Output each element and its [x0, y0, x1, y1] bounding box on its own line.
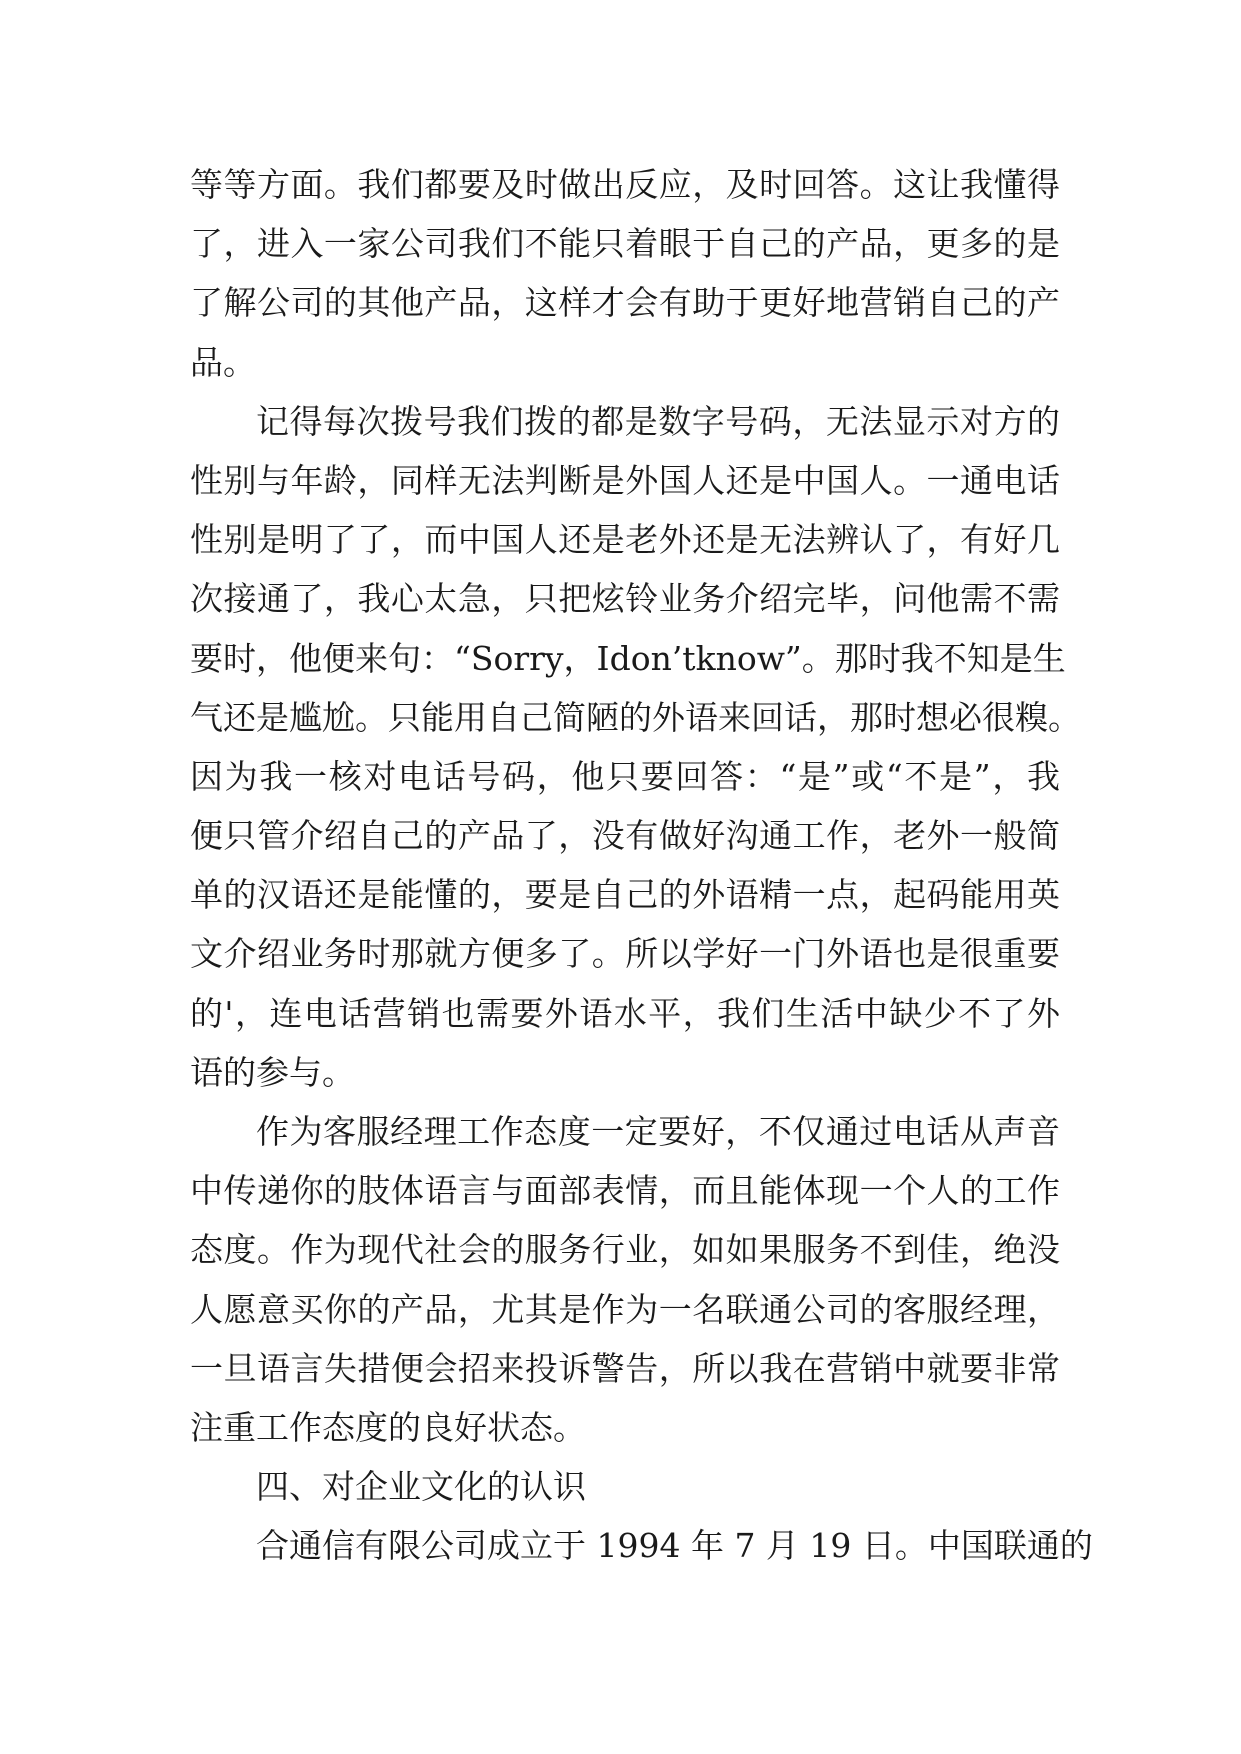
text-line: 中传递你的肢体语言与面部表情，而且能体现一个人的工作: [190, 1171, 1060, 1211]
text-line: 一旦语言失措便会招来投诉警告，所以我在营销中就要非常: [190, 1348, 1060, 1388]
text-line: 气还是尴尬。只能用自己简陋的外语来回话，那时想必很糗。: [190, 697, 1081, 737]
text-line: 文介绍业务时那就方便多了。所以学好一门外语也是很重要: [190, 934, 1060, 974]
text-line: 了解公司的其他产品，这样才会有助于更好地营销自己的产: [190, 283, 1060, 323]
text-line: 性别与年龄，同样无法判断是外国人还是中国人。一通电话: [190, 460, 1060, 500]
text-line: 单的汉语还是能懂的，要是自己的外语精一点，起码能用英: [190, 875, 1060, 915]
text-line: 了，进入一家公司我们不能只着眼于自己的产品，更多的是: [190, 224, 1060, 264]
section-heading: 四、对企业文化的认识: [256, 1467, 586, 1507]
text-line: 性别是明了了，而中国人还是老外还是无法辨认了，有好几: [190, 520, 1060, 560]
text-line: 记得每次拨号我们拨的都是数字号码，无法显示对方的: [256, 401, 1060, 441]
text-line: 人愿意买你的产品，尤其是作为一名联通公司的客服经理，: [190, 1289, 1060, 1329]
text-line: 合通信有限公司成立于 1994 年 7 月 19 日。中国联通的: [256, 1526, 1093, 1566]
text-line: 语的参与。: [190, 1052, 355, 1092]
text-line: 的'，连电话营销也需要外语水平，我们生活中缺少不了外: [190, 993, 1060, 1033]
text-line: 次接通了，我心太急，只把炫铃业务介绍完毕，问他需不需: [190, 579, 1060, 619]
body-text: [190, 155, 1093, 1576]
text-line: 等等方面。我们都要及时做出反应，及时回答。这让我懂得: [190, 165, 1060, 204]
text-line: 品。: [190, 342, 256, 382]
text-line: 便只管介绍自己的产品了，没有做好沟通工作，老外一般简: [190, 816, 1060, 856]
text-line: 注重工作态度的良好状态。: [190, 1407, 586, 1447]
text-line: 要时，他便来句：“Sorry，Idon’tknow”。那时我不知是生: [190, 638, 1066, 678]
text-line: 态度。作为现代社会的服务行业，如如果服务不到佳，绝没: [190, 1230, 1060, 1270]
text-line: 因为我一核对电话号码，他只要回答：“是”或“不是”，我: [190, 756, 1060, 796]
text-line: 作为客服经理工作态度一定要好，不仅通过电话从声音: [256, 1112, 1060, 1151]
